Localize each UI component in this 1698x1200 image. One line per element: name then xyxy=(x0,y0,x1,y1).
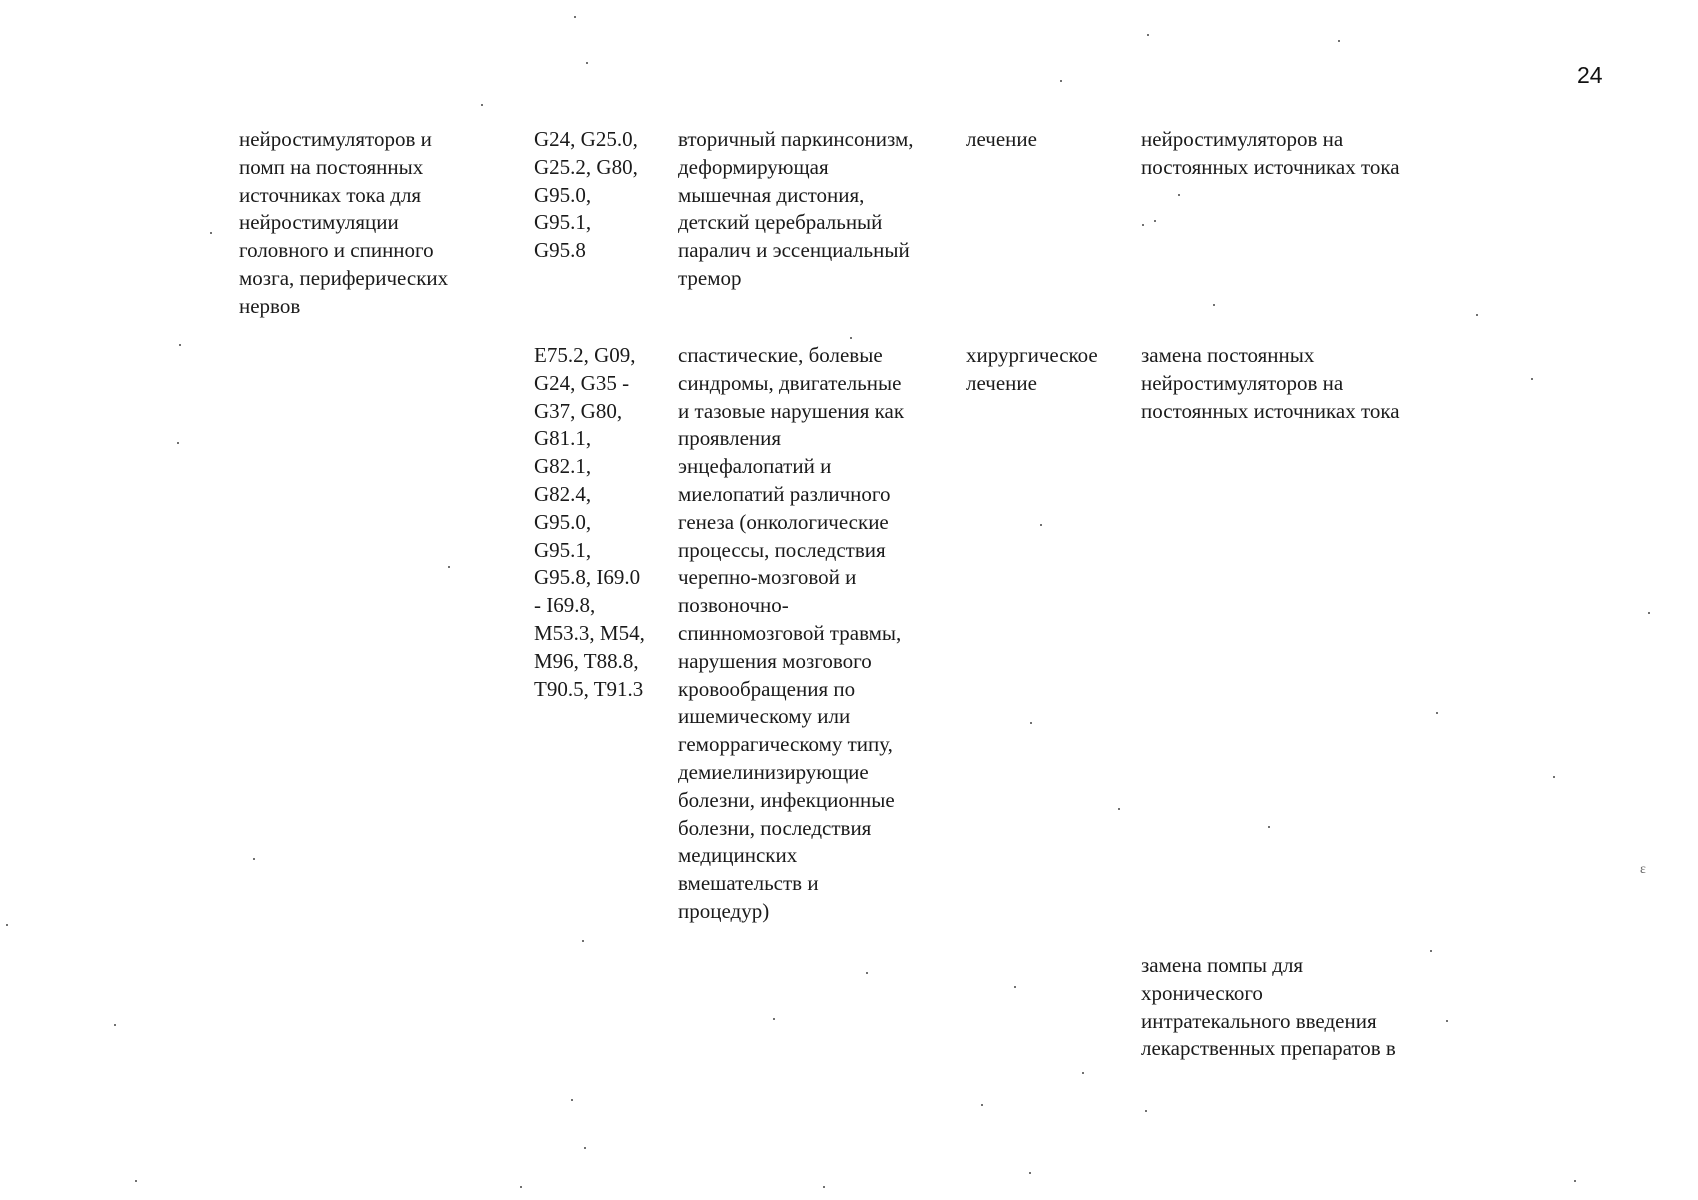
method-cell: замена помпы для хронического интратекального введения лекарственных препаратов в xyxy=(1141,953,1396,1061)
procedure-cell: нейростимуляторов и помп на постоянных источниках тока для нейростимуляции головного и спинного мозга, периферических нервов xyxy=(239,127,449,318)
treatment-type-cell: хирургическое лечение xyxy=(966,343,1098,395)
method-cell: замена постоянных нейростимуляторов на постоянных источниках тока xyxy=(1141,343,1400,423)
treatment-type-cell: лечение xyxy=(966,127,1037,151)
conditions-cell: спастические, болевые синдромы, двигательные и тазовые нарушения как проявления энцефалопатий и миелопатий различного генеза (онкологические процессы, последствия черепно-мозговой и позвоночно- спинномозговой травмы, нарушения мозгового кровообращения по ишемическому или геморрагическому типу, демиелинизирующие болезни, инфекционные болезни, последствия медицинских вмешательств и процедур) xyxy=(678,343,905,923)
icd-codes-cell: G24, G25.0, G25.2, G80, G95.0, G95.1, G95.8 xyxy=(534,127,638,263)
icd-codes-cell: E75.2, G09, G24, G35 - G37, G80, G81.1, G82.1, G82.4, G95.0, G95.1, G95.8, I69.0 - I69.8, M53.3, M54, M96, T88.8, T90.5, T91.3 xyxy=(534,343,645,701)
method-cell: нейростимуляторов на постоянных источниках тока xyxy=(1141,127,1400,179)
page-number: 24 xyxy=(1577,62,1603,88)
conditions-cell: вторичный паркинсонизм, деформирующая мышечная дистония, детский церебральный паралич и эссенциальный тремор xyxy=(678,127,914,290)
